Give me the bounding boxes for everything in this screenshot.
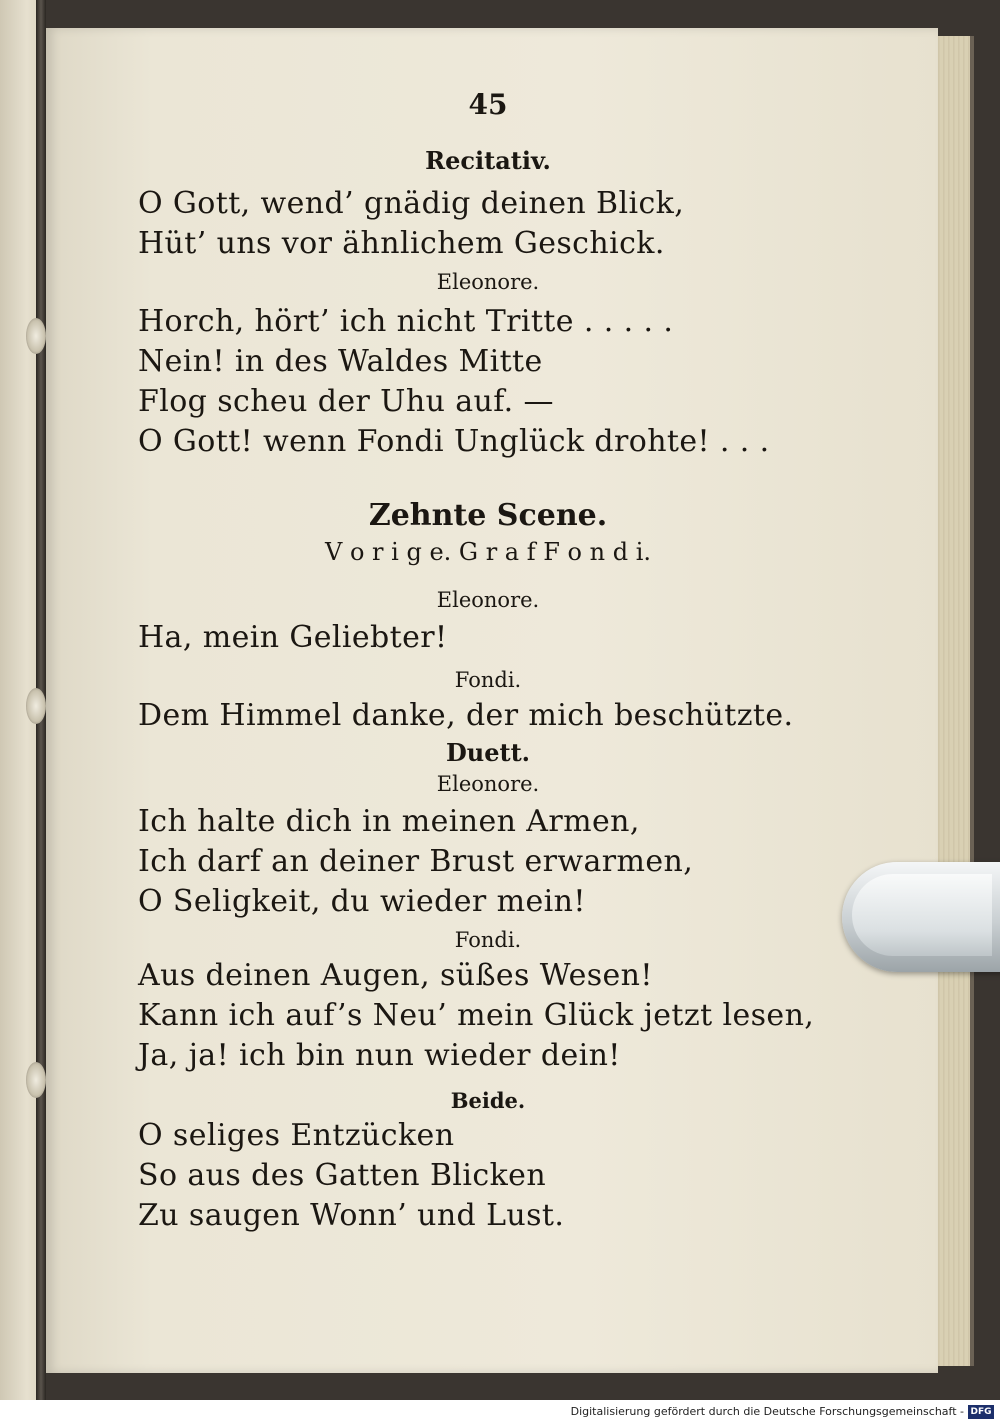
page-clip-highlight xyxy=(852,874,992,956)
speaker-label: Eleonore. xyxy=(436,270,540,294)
funding-credit: Digitalisierung gefördert durch die Deutsche Forschungsgemeinschaft - xyxy=(570,1405,964,1418)
verse-line: O Gott, wend’ gnädig deinen Blick, xyxy=(138,186,685,221)
verse-line: So aus des Gatten Blicken xyxy=(138,1158,547,1193)
verse-line: Zu saugen Wonn’ und Lust. xyxy=(138,1198,565,1233)
verse-line: O Gott! wenn Fondi Unglück drohte! . . . xyxy=(138,424,770,459)
section-heading: Duett. xyxy=(445,738,531,767)
binding-stitch xyxy=(26,688,46,724)
page-number: 45 xyxy=(468,88,508,121)
verse-line: Horch, hört’ ich nicht Tritte . . . . . xyxy=(138,304,674,339)
speaker-label: Eleonore. xyxy=(436,588,540,612)
scene-title: Zehnte Scene. xyxy=(368,498,608,533)
verse-line: Kann ich auf’s Neu’ mein Glück jetzt lesen, xyxy=(138,998,815,1033)
cast-list: V o r i g e. G r a f F o n d i. xyxy=(325,538,651,566)
page-clip xyxy=(842,862,1000,972)
verse-line: Hüt’ uns vor ähnlichem Geschick. xyxy=(138,226,665,261)
speaker-label: Eleonore. xyxy=(436,772,540,796)
verse-line: Flog scheu der Uhu auf. — xyxy=(138,384,554,419)
verse-line: Ja, ja! ich bin nun wieder dein! xyxy=(138,1038,621,1073)
speaker-label: Fondi. xyxy=(454,668,522,692)
book-page xyxy=(46,28,938,1373)
section-heading: Recitativ. xyxy=(425,146,551,175)
verse-line: Nein! in des Waldes Mitte xyxy=(138,344,543,379)
speaker-label: Beide. xyxy=(450,1088,526,1113)
binding-stitch xyxy=(26,318,46,354)
verse-line: Aus deinen Augen, süßes Wesen! xyxy=(138,958,653,993)
verse-line: Ha, mein Geliebter! xyxy=(138,620,448,655)
verse-line: Ich halte dich in meinen Armen, xyxy=(138,804,640,839)
dfg-logo: DFG xyxy=(968,1405,994,1419)
binding-stitch xyxy=(26,1062,46,1098)
verse-line: O seliges Entzücken xyxy=(138,1118,455,1153)
speaker-label: Fondi. xyxy=(454,928,522,952)
verse-line: O Seligkeit, du wieder mein! xyxy=(138,884,586,919)
footer-bar xyxy=(0,1400,1000,1426)
verse-line: Ich darf an deiner Brust erwarmen, xyxy=(138,844,694,879)
verse-line: Dem Himmel danke, der mich beschützte. xyxy=(138,698,794,733)
